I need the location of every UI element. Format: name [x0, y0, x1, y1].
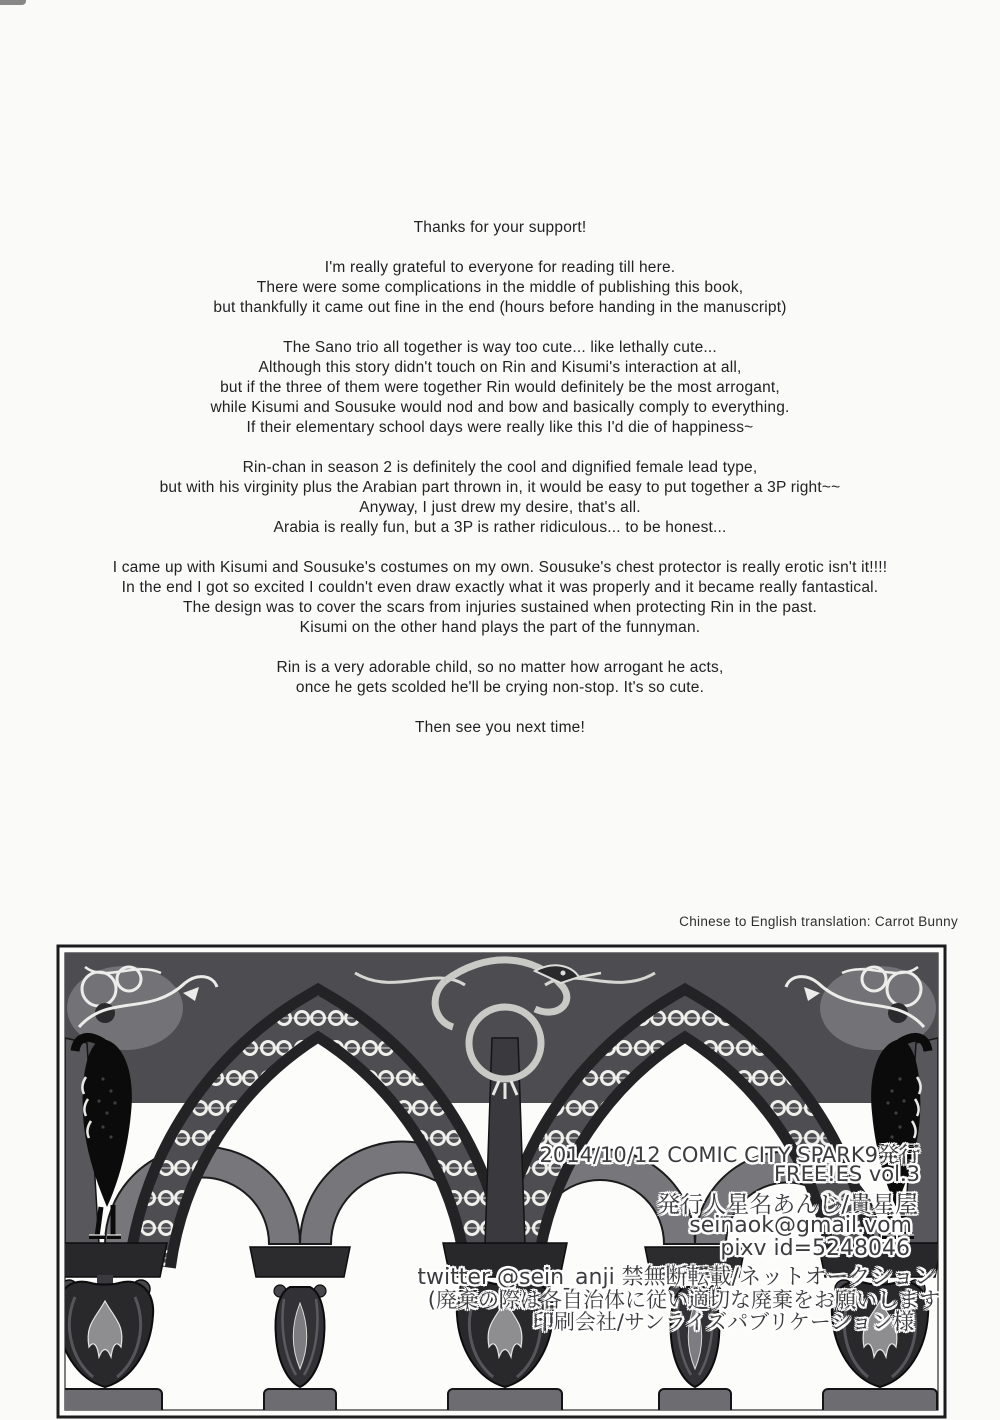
afterword-line: The Sano trio all together is way too cute... like lethally cute...	[283, 339, 717, 356]
arcade-illustration-block	[55, 943, 948, 1420]
afterword-paragraph	[0, 338, 1000, 438]
colophon-line-disposal: (廃棄の際は各自治体に従い適切な廃棄をお願いします	[427, 1288, 940, 1312]
afterword-line: Anyway, I just drew my desire, that's all.	[359, 499, 641, 516]
colophon-line-pixiv-id: pixv id=5248046	[720, 1236, 910, 1261]
afterword-line: Thanks for your support!	[413, 219, 587, 236]
afterword-line: Then see you next time!	[414, 719, 586, 736]
afterword-line: Rin is a very adorable child, so no matter how arrogant he acts,	[276, 659, 724, 676]
colophon-line-title: FREE!ES vol.3	[773, 1162, 920, 1186]
afterword-line: but if the three of them were together Rin would definitely be the most arrogant,	[220, 379, 780, 396]
afterword-line: I came up with Kisumi and Sousuke's costumes on my own. Sousuke's chest protector is really erotic isn't it!!!!	[112, 559, 888, 576]
afterword-paragraph	[0, 458, 1000, 538]
afterword-line: but with his virginity plus the Arabian part thrown in, it would be easy to put together a 3P right~~	[159, 479, 841, 496]
colophon-line-twitter: twitter @sein_anji 禁無断転載/ネットオークション	[417, 1265, 936, 1290]
afterword-paragraph	[0, 258, 1000, 318]
afterword-line: Kisumi on the other hand plays the part of the funnyman.	[299, 619, 701, 636]
afterword-line: Rin-chan in season 2 is definitely the cool and dignified female lead type,	[242, 459, 758, 476]
afterword-text	[0, 218, 1000, 758]
afterword-line: I'm really grateful to everyone for reading till here.	[324, 259, 676, 276]
colophon-line-publisher: 発行人星名あんじ/貴星屋	[657, 1192, 918, 1218]
arcade-illustration	[55, 943, 948, 1420]
afterword-line: Although this story didn't touch on Rin and Kisumi's interaction at all,	[258, 359, 742, 376]
scan-artifact	[0, 0, 26, 5]
afterword-line: If their elementary school days were really like this I'd die of happiness~	[246, 419, 754, 436]
afterword-paragraph	[0, 718, 1000, 738]
translation-credit: Chinese to English translation: Carrot Bunny	[679, 914, 958, 929]
afterword-paragraph	[0, 218, 1000, 238]
central-pillar	[485, 1038, 525, 1245]
afterword-line: The design was to cover the scars from injuries sustained when protecting Rin in the past.	[182, 599, 817, 616]
colophon-line-printer: 印刷会社/サンライズパブリケーション様	[532, 1310, 914, 1334]
afterword-line: In the end I got so excited I couldn't even draw exactly what it was properly and it became really fantastical.	[121, 579, 879, 596]
afterword-line: while Kisumi and Sousuke would nod and bow and basically comply to everything.	[210, 399, 790, 416]
afterword-line: Arabia is really fun, but a 3P is rather ridiculous... to be honest...	[273, 519, 727, 536]
afterword-paragraph	[0, 558, 1000, 638]
afterword-line: once he gets scolded he'll be crying non-stop. It's so cute.	[295, 679, 705, 696]
colophon-line-email: seinaok@gmail.vom	[689, 1213, 912, 1238]
afterword-line: but thankfully it came out fine in the end (hours before handing in the manuscript)	[213, 299, 787, 316]
colophon-line-event: 2014/10/12 COMIC CITY SPARK9発行	[539, 1143, 920, 1167]
afterword-paragraph	[0, 658, 1000, 698]
afterword-line: There were some complications in the middle of publishing this book,	[256, 279, 744, 296]
